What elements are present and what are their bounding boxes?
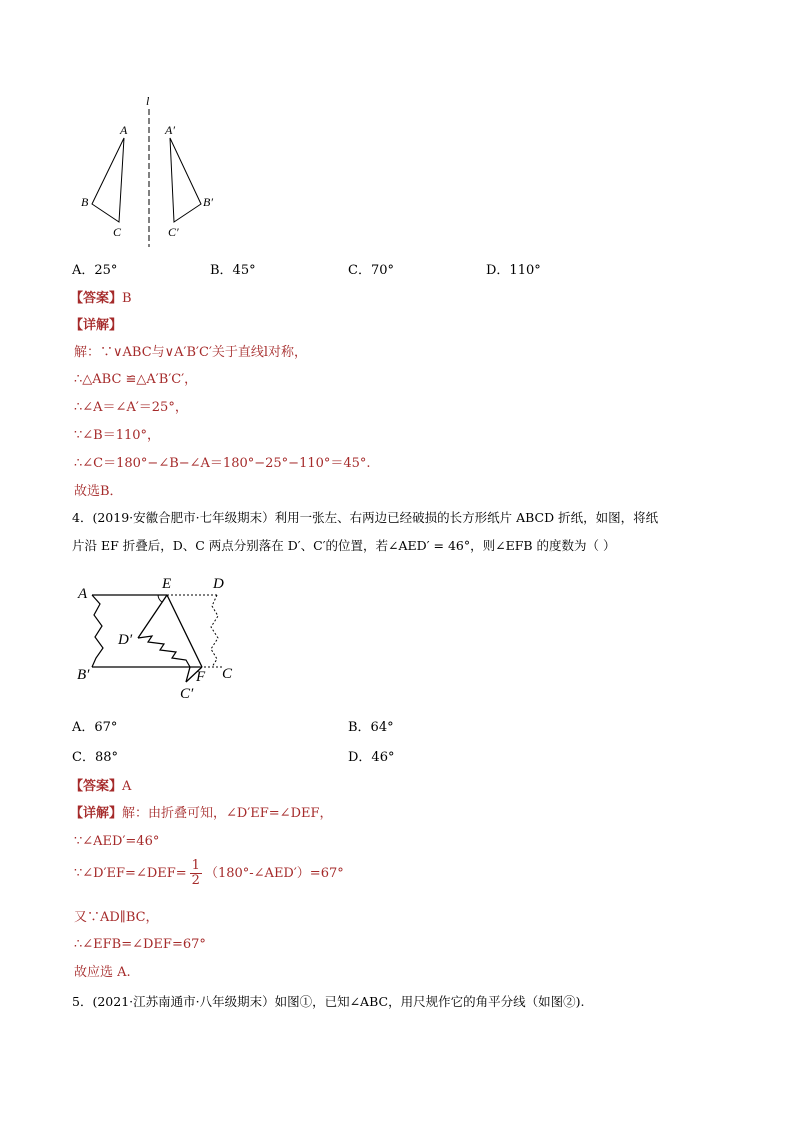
q4-detail-line-6: 故应选 A.: [74, 965, 131, 980]
fraction-numerator: 1: [191, 858, 200, 873]
q4-stem-line-2: 片沿 EF 折叠后，D、C 两点分别落在 D′、C′的位置，若∠AED′ = 46°，则∠EFB 的度数为（ ）: [72, 538, 616, 553]
fig2-label-C-prime: C′: [180, 686, 194, 702]
label-l: l: [146, 94, 150, 108]
label-B: B: [81, 195, 89, 209]
q3-option-a: A．25°: [72, 263, 118, 278]
q3-solution-line-3: ∴∠A＝∠A′＝25°，: [74, 400, 188, 415]
q4-answer: [70, 779, 131, 795]
fig2-label-E: E: [162, 576, 172, 592]
q4-detail-line-1: [70, 806, 333, 822]
answer-value: A: [122, 779, 132, 794]
q3-solution-line-2: ∴△ABC ≌△A′B′C′，: [74, 372, 198, 387]
label-A-prime: A′: [165, 123, 175, 137]
line3-post: （180°-∠AED′）=67°: [204, 866, 344, 881]
q4-detail-line-2: ∵∠AED′=46°: [74, 834, 160, 849]
q3-solution-line-1: 解：∵∨ABC与∨A′B′C′关于直线l对称，: [74, 345, 308, 360]
q3-option-d: D．110°: [486, 263, 541, 278]
fig2-label-D-prime: D′: [118, 632, 133, 648]
figure-folded-paper: [72, 570, 247, 705]
triangle-abc: [92, 138, 124, 222]
q3-option-c: C．70°: [348, 263, 394, 278]
detail-text: 解：由折叠可知，∠D′EF=∠DEF，: [122, 806, 333, 821]
q4-stem-line-1: 4．(2019·安徽合肥市·七年级期末）利用一张左、右两边已经破损的长方形纸片 ABCD 折纸，如图，将纸: [72, 510, 659, 525]
answer-tag: 【答案】: [70, 779, 123, 794]
q4-option-b: B．64°: [348, 720, 394, 735]
fraction-one-half: [190, 859, 202, 888]
fig2-label-A: A: [78, 586, 88, 602]
q4-option-c: C．88°: [72, 750, 118, 765]
fig2-label-D: D: [213, 576, 224, 592]
answer-tag: 【答案】: [70, 291, 123, 306]
label-B-prime: B′: [203, 195, 213, 209]
q3-option-b: B．45°: [210, 263, 256, 278]
line3-pre: ∵∠D′EF=∠DEF=: [74, 866, 187, 881]
fig2-label-C: C: [222, 666, 233, 682]
q3-solution-line-6: 故选B．: [74, 484, 123, 499]
q3-solution-line-5: ∴∠C＝180°−∠B−∠A＝180°−25°−110°＝45°.: [74, 456, 371, 471]
figure-symmetric-triangles: [70, 92, 240, 252]
q4-detail-line-5: ∴∠EFB=∠DEF=67°: [74, 937, 206, 952]
q4-option-a: A．67°: [72, 720, 118, 735]
detail-tag: 【详解】: [70, 806, 123, 821]
label-C-prime: C′: [168, 225, 179, 239]
q4-detail-line-4: 又∵AD∥BC，: [74, 910, 159, 925]
q4-detail-line-3: [74, 859, 344, 888]
label-C: C: [113, 225, 122, 239]
label-A: A: [120, 123, 128, 137]
q3-solution-line-4: ∵∠B＝110°，: [74, 428, 161, 443]
triangle-a-prime-b-prime-c-prime: [170, 138, 201, 222]
q3-answer: [70, 291, 132, 307]
answer-value: B: [122, 291, 132, 306]
fraction-denominator: 2: [191, 873, 200, 888]
fig2-label-B-prime: B′: [77, 667, 90, 683]
q4-option-d: D．46°: [348, 750, 395, 765]
q3-detail-tag: 【详解】: [70, 318, 123, 333]
fig2-label-F: F: [196, 669, 206, 685]
q5-stem: 5．(2021·江苏南通市·八年级期末）如图①，已知∠ABC，用尺规作它的角平分线（如图②).: [72, 994, 585, 1009]
